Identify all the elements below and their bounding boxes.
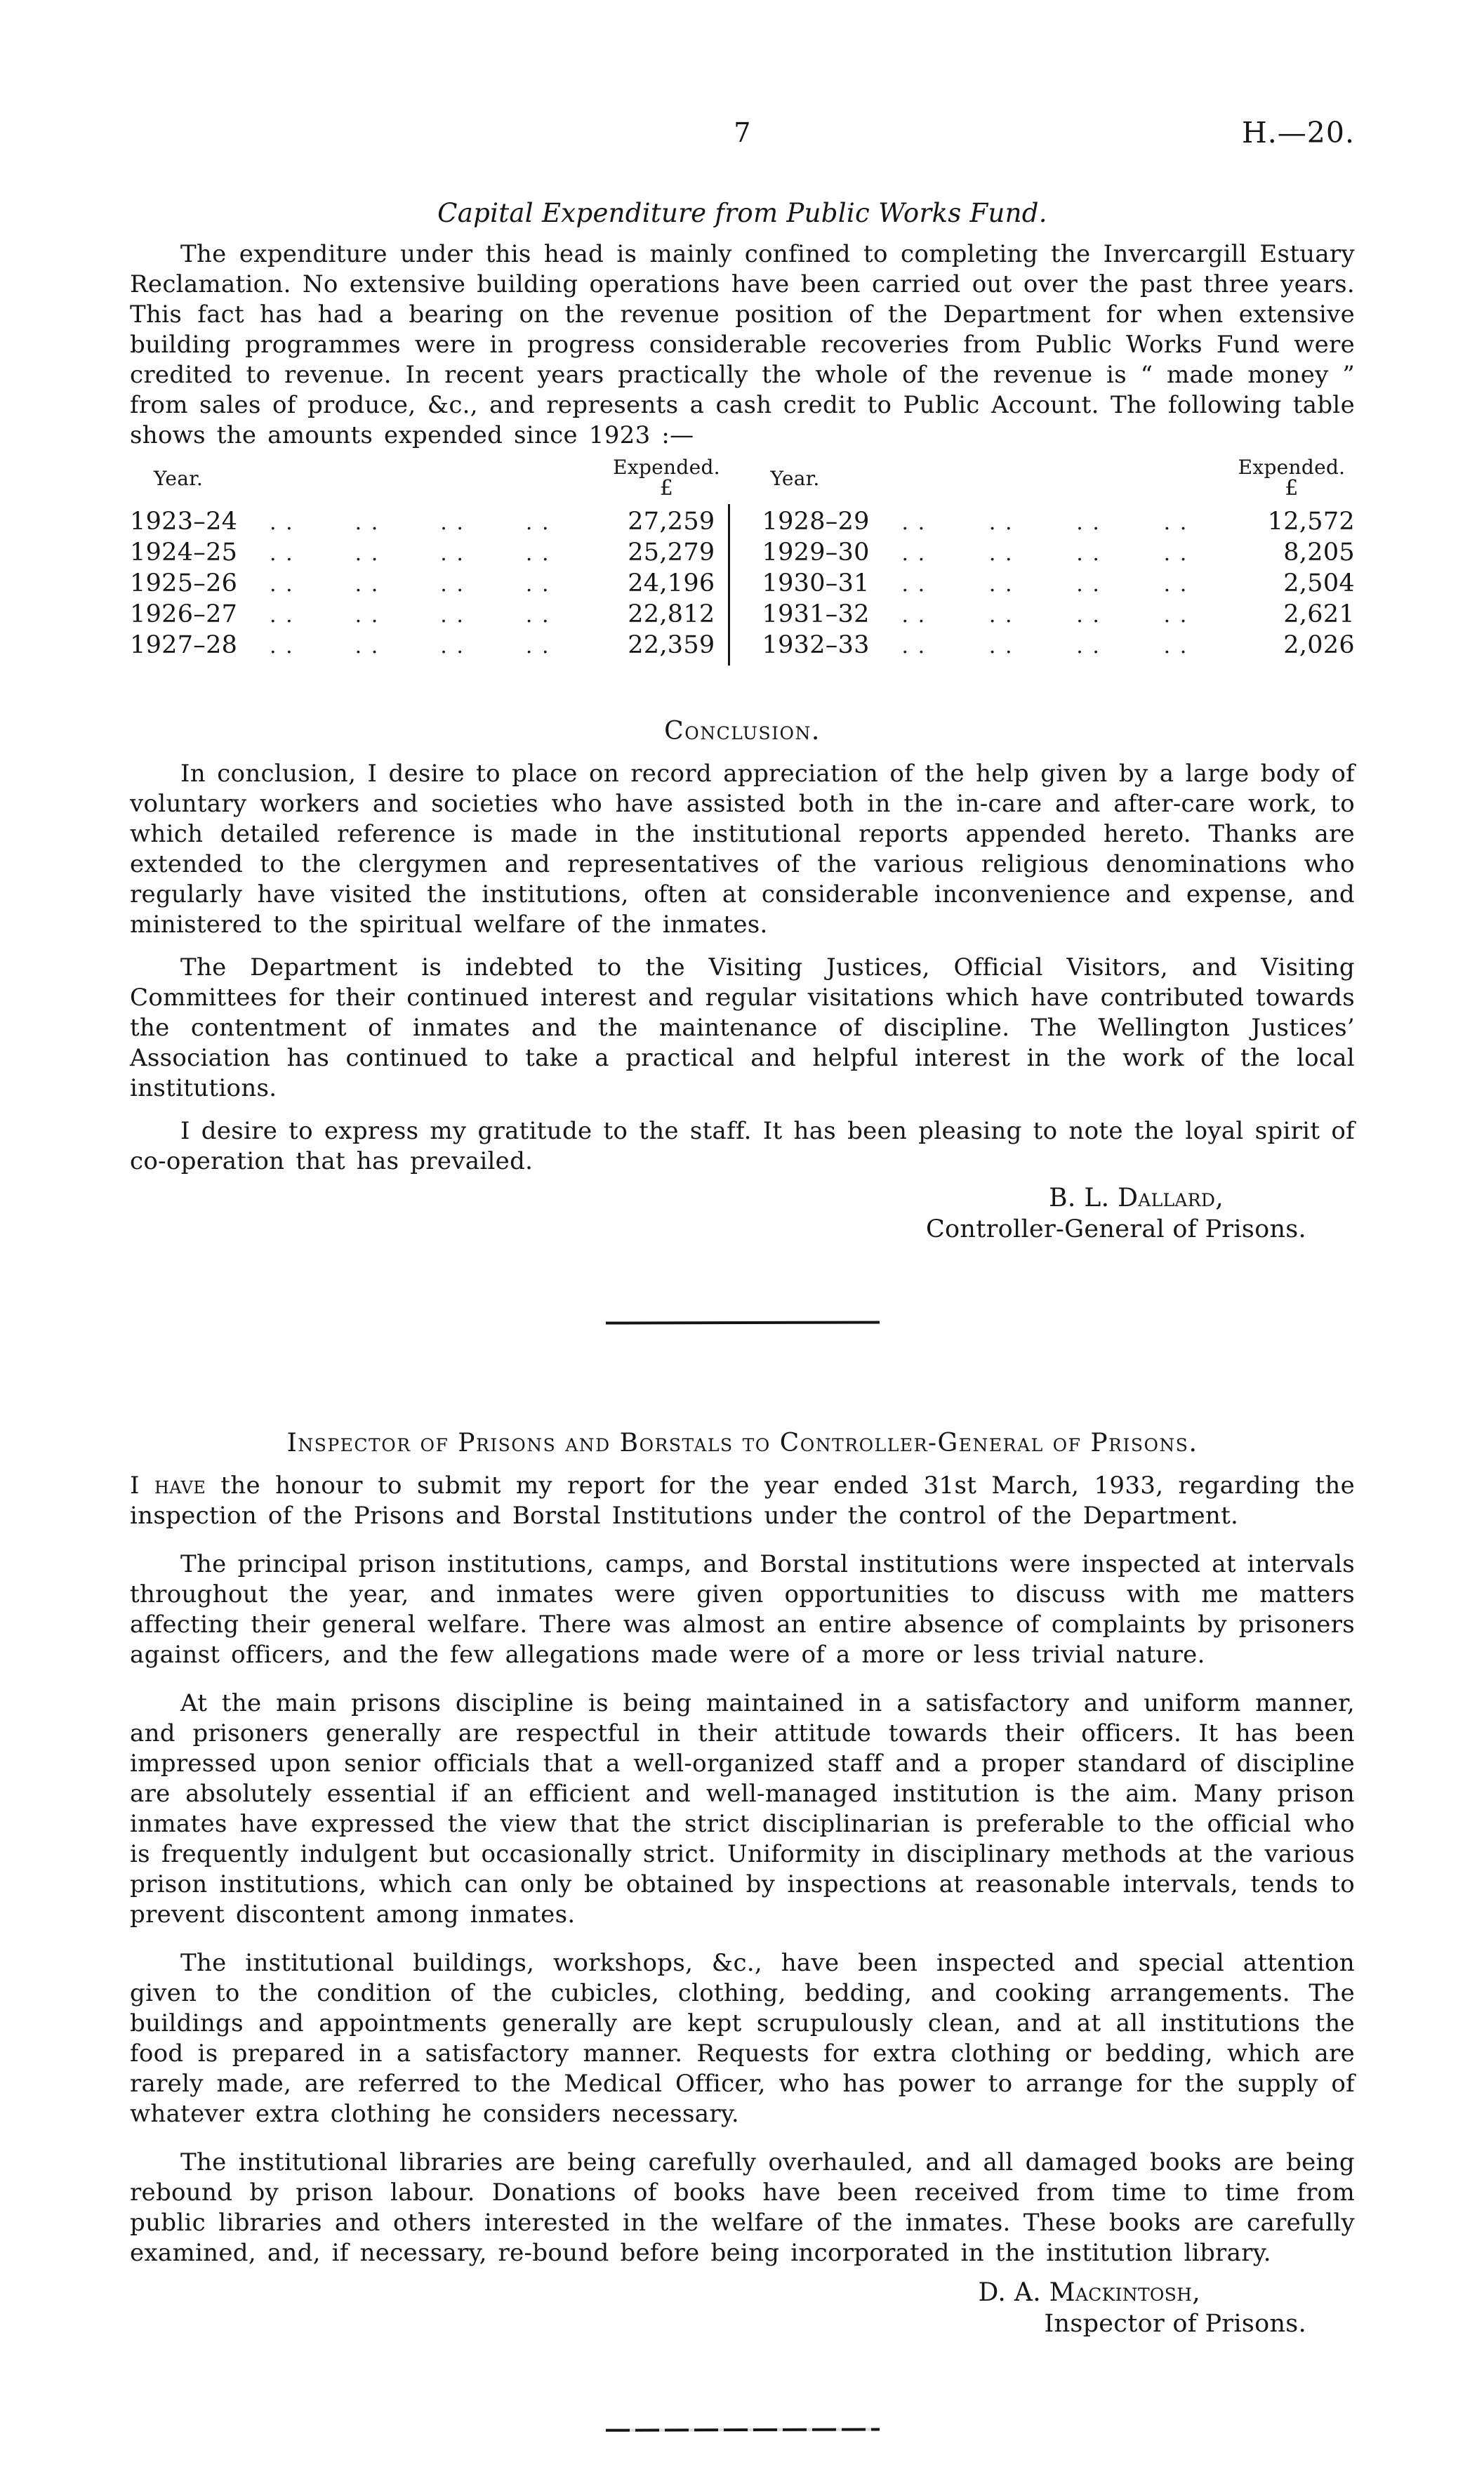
value-cell: 8,205 [1283,538,1355,567]
conclusion-heading: Conclusion. [664,717,821,746]
table-row [762,569,1356,600]
table-row [130,538,715,569]
dot-leader [270,569,611,600]
value-cell: 2,621 [1283,600,1355,628]
signature-block [130,1182,1355,1245]
table-header-right [762,452,1356,504]
table-row [130,600,715,630]
dot-leader [270,630,611,661]
table-row [762,630,1356,661]
report-code: H.—20. [1242,116,1355,150]
year-cell: 1926–27 [130,600,238,628]
year-column-header: Year. [154,466,204,490]
value-cell: 2,504 [1283,569,1355,597]
table-row [762,507,1356,538]
expenditure-table-right [743,452,1356,666]
paragraph: I desire to express my gratitude to the staff. It has been pleasing to note the loyal spirit of co-operation that has prevailed. [130,1117,1355,1175]
dot-leader [902,630,1252,661]
capital-section-title: Capital Expenditure from Public Works Fund. [437,198,1047,228]
paragraph: The institutional buildings, workshops, &c., have been inspected and special attention given to the condition of the cubicles, clothing, bedding, and cooking arrangements. The buildings and appointments generally are kept scrupulously clean, and at all institutions the food is prepared in a satisfactory manner. Requests for extra clothing or bedding, which are rarely made, are referred to the Medical Officer, who has power to arrange for the supply of whatever extra clothing he considers necessary. [130,1949,1355,2128]
signature-block [130,2277,1355,2340]
year-cell: 1929–30 [762,538,870,567]
dot-leader [270,507,611,538]
table-row [762,600,1356,630]
value-cell: 25,279 [628,538,715,567]
page-end-divider [605,2428,879,2431]
dot-leader [902,507,1252,538]
currency-symbol: £ [1285,476,1299,501]
value-cell: 2,026 [1283,631,1355,659]
table-row [130,630,715,661]
paragraph: At the main prisons discipline is being maintained in a satisfactory and uniform manner, and prisoners generally are respectful in their attitude towards their officers. It has been impressed upon senior officials that a well-organized staff and a proper standard of discipline are absolutely essential if an efficient and well-managed institution is the aim. Many prison inmates have expressed the view that the strict disciplinarian is preferable to the official who is frequently indulgent but occasionally strict. Uniformity in disciplinary methods at the various prison institutions, which can only be obtained by inspections at reasonable intervals, tends to prevent discontent among inmates. [130,1689,1355,1929]
opening-lead-smallcaps: have [154,1472,206,1500]
table-rows-left [130,504,730,666]
year-cell: 1932–33 [762,631,870,659]
year-cell: 1930–31 [762,569,870,597]
signature-title: Controller-General of Prisons. [925,1215,1306,1243]
expenditure-table-left [130,452,743,666]
paragraph: In conclusion, I desire to place on record appreciation of the help given by a large body of voluntary workers and societies who have assisted both in the in-care and after-care work, to which detailed reference is made in the institutional reports appended hereto. Thanks are extended to the clergymen and representatives of the various religious denominations who regularly have visited the institutions, often at considerable inconvenience and expense, and ministered to the spiritual welfare of the inmates. [130,760,1355,939]
dot-leader [902,538,1252,569]
year-cell: 1923–24 [130,508,238,536]
expended-label: Expended. [1238,456,1346,479]
value-cell: 22,359 [628,631,715,659]
expenditure-table [130,452,1355,666]
paragraph: The institutional libraries are being carefully overhauled, and all damaged books are being rebound by prison labour. Donations of books have been received from time to time from public libraries and others interested in the welfare of the inmates. These books are carefully examined, and, if necessary, re-bound before being incorporated in the institution library. [130,2148,1355,2267]
opening-lead-cap: I [130,1472,140,1500]
page-header [130,118,1355,160]
section-divider [605,1321,879,1324]
paragraph: The principal prison institutions, camps, and Borstal institutions were inspected at intervals throughout the year, and inmates were given opportunities to discuss with me matters affecting their general welfare. There was almost an entire absence of complaints by prisoners against officers, and the few allegations made were of a more or less trivial nature. [130,1550,1355,1669]
year-cell: 1924–25 [130,538,238,567]
signature-name: D. A. Mackintosh, [978,2278,1200,2307]
opening-text: the honour to submit my report for the year ended 31st March, 1933, regarding the inspection of the Prisons and Borstal Institutions under the control of the Department. [130,1472,1356,1530]
inspector-heading: Inspector of Prisons and Borstals to Controller-General of Prisons. [286,1429,1198,1457]
dot-leader [270,600,611,630]
paragraph: The Department is indebted to the Visiting Justices, Official Visitors, and Visiting Committees for their continued interest and regular visitations which have contributed towards the contentment of inmates and the maintenance of discipline. The Wellington Justices’ Association has continued to take a practical and helpful interest in the work of the local institutions. [130,953,1355,1102]
paragraph [130,1471,1355,1531]
page-number: 7 [734,117,751,148]
year-cell: 1928–29 [762,508,870,536]
expended-column-header [604,457,730,499]
capital-intro-paragraph: The expenditure under this head is mainly confined to completing the Invercargill Estuary Reclamation. No extensive building operations have been carried out over the past three years. This fact has had a bearing on the revenue position of the Department for when extensive building programmes were in progress considerable recoveries from Public Works Fund were credited to revenue. In recent years practically the whole of the revenue is “ made money ” from sales of produce, &c., and represents a cash credit to Public Account. The following table shows the amounts expended since 1923 :— [130,240,1355,449]
expenditure-table-halves [130,452,1355,666]
table-header-left [130,452,730,504]
currency-symbol: £ [659,476,674,501]
table-row [762,538,1356,569]
signature-name: B. L. Dallard, [1049,1184,1224,1212]
table-row [130,569,715,600]
value-cell: 12,572 [1267,508,1355,536]
expended-column-header [1228,457,1355,499]
expended-label: Expended. [613,456,720,479]
dot-leader [902,569,1252,600]
dot-leader [270,538,611,569]
table-row [130,507,715,538]
year-cell: 1925–26 [130,569,238,597]
signature-title: Inspector of Prisons. [1044,2310,1306,2338]
value-cell: 22,812 [628,600,715,628]
year-cell: 1931–32 [762,600,870,628]
value-cell: 24,196 [628,569,715,597]
table-rows-right [762,504,1356,666]
year-column-header: Year. [770,466,820,490]
dot-leader [902,600,1252,630]
value-cell: 27,259 [628,508,715,536]
year-cell: 1927–28 [130,631,238,659]
